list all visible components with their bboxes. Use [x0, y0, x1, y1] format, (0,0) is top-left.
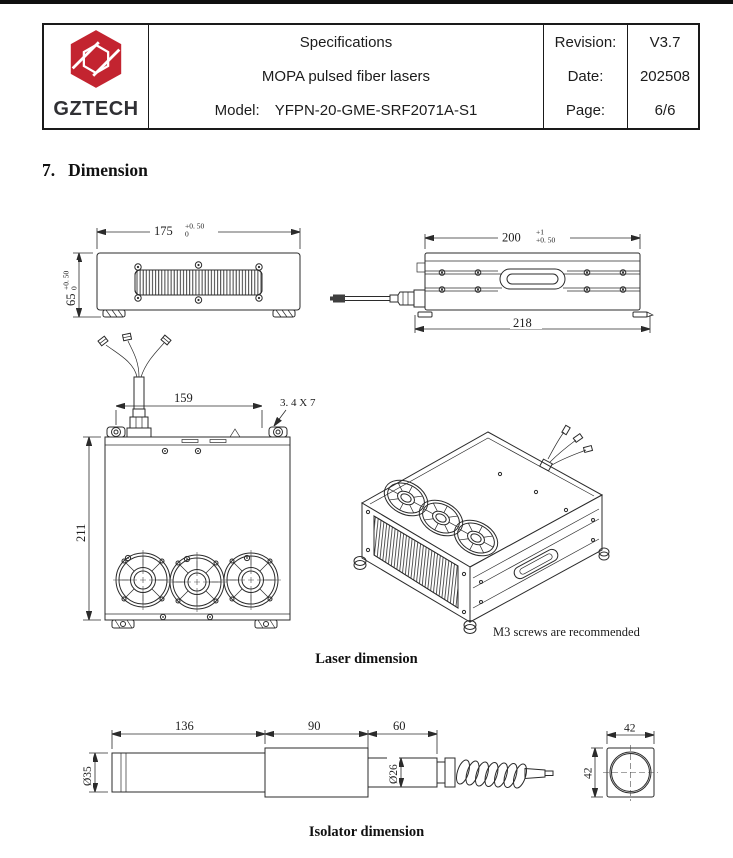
end-height-dim: 42: [582, 767, 595, 779]
date-label: Date:: [567, 67, 604, 85]
model-value: YFPN-20-GME-SRF2071A-S1: [274, 102, 478, 120]
laser-side-view-drawing: [330, 222, 705, 337]
section-heading: [42, 160, 148, 181]
isolator-seg3-dim: 60: [393, 719, 406, 733]
power-cable-assembly: [98, 333, 171, 437]
gztech-logo-icon: [68, 28, 124, 90]
isolator-seg2-dim: 90: [308, 719, 321, 733]
fiber-cable-gland: [330, 290, 425, 307]
top-depth-dim: 211: [74, 523, 88, 542]
front-height-dim: 65: [64, 293, 78, 306]
front-feet: [103, 310, 295, 317]
header-title-cell: [148, 25, 543, 128]
section-title: Dimension: [68, 160, 148, 180]
revision-value: V3.7: [649, 33, 681, 51]
side-overall-dim: 218: [513, 316, 532, 330]
laser-top-view-drawing: [58, 332, 323, 637]
iso-wires: [540, 425, 593, 471]
isolator-caption: Isolator dimension: [308, 824, 425, 840]
isolator-seg1-dim: 136: [175, 719, 194, 733]
top-hole-spec: 3. 4 X 7: [280, 397, 316, 409]
page-value: 6/6: [654, 102, 676, 120]
page-label: Page:: [565, 102, 606, 120]
side-width-tol-lower: +0. 50: [536, 235, 556, 245]
isolator-end-view-drawing: [580, 715, 700, 815]
front-height-tol-upper: +0. 50: [61, 270, 71, 290]
isolator-neck-dia: Ø26: [388, 764, 400, 784]
model-label: Model:: [214, 102, 260, 120]
doc-subtitle: MOPA pulsed fiber lasers: [261, 67, 431, 85]
front-width-dim: 175: [154, 224, 173, 238]
handle-recess: [500, 269, 565, 289]
header-meta-labels: [543, 25, 627, 128]
logo-cell: [44, 25, 148, 128]
page-top-rule: [0, 0, 733, 4]
doc-title: Specifications: [299, 33, 393, 51]
front-width-tol-upper: +0. 50: [185, 221, 205, 231]
side-width-dim: 200: [502, 230, 521, 245]
isolator-body-dia: Ø35: [82, 766, 94, 786]
laser-caption: Laser dimension: [315, 651, 418, 667]
isolator-connector-coil: [437, 758, 553, 790]
isolator-drawing: [75, 702, 555, 812]
front-height-tol-lower: 0: [69, 286, 79, 290]
section-number: 7.: [42, 160, 56, 180]
date-value: 202508: [639, 67, 691, 85]
header-table: [42, 23, 700, 130]
top-span-dim: 159: [174, 391, 193, 405]
side-width-tol-upper: +1: [536, 227, 544, 237]
header-meta-values: [627, 25, 702, 128]
end-width-dim: 42: [624, 722, 636, 735]
laser-isometric-view-drawing: [340, 412, 720, 647]
revision-label: Revision:: [554, 33, 617, 51]
brand-text: GZTECH: [53, 98, 139, 120]
model-line: [215, 103, 478, 118]
iso-note: M3 screws are recommended: [493, 625, 640, 639]
laser-front-view-drawing: [58, 218, 348, 330]
front-width-tol-lower: 0: [185, 229, 189, 239]
